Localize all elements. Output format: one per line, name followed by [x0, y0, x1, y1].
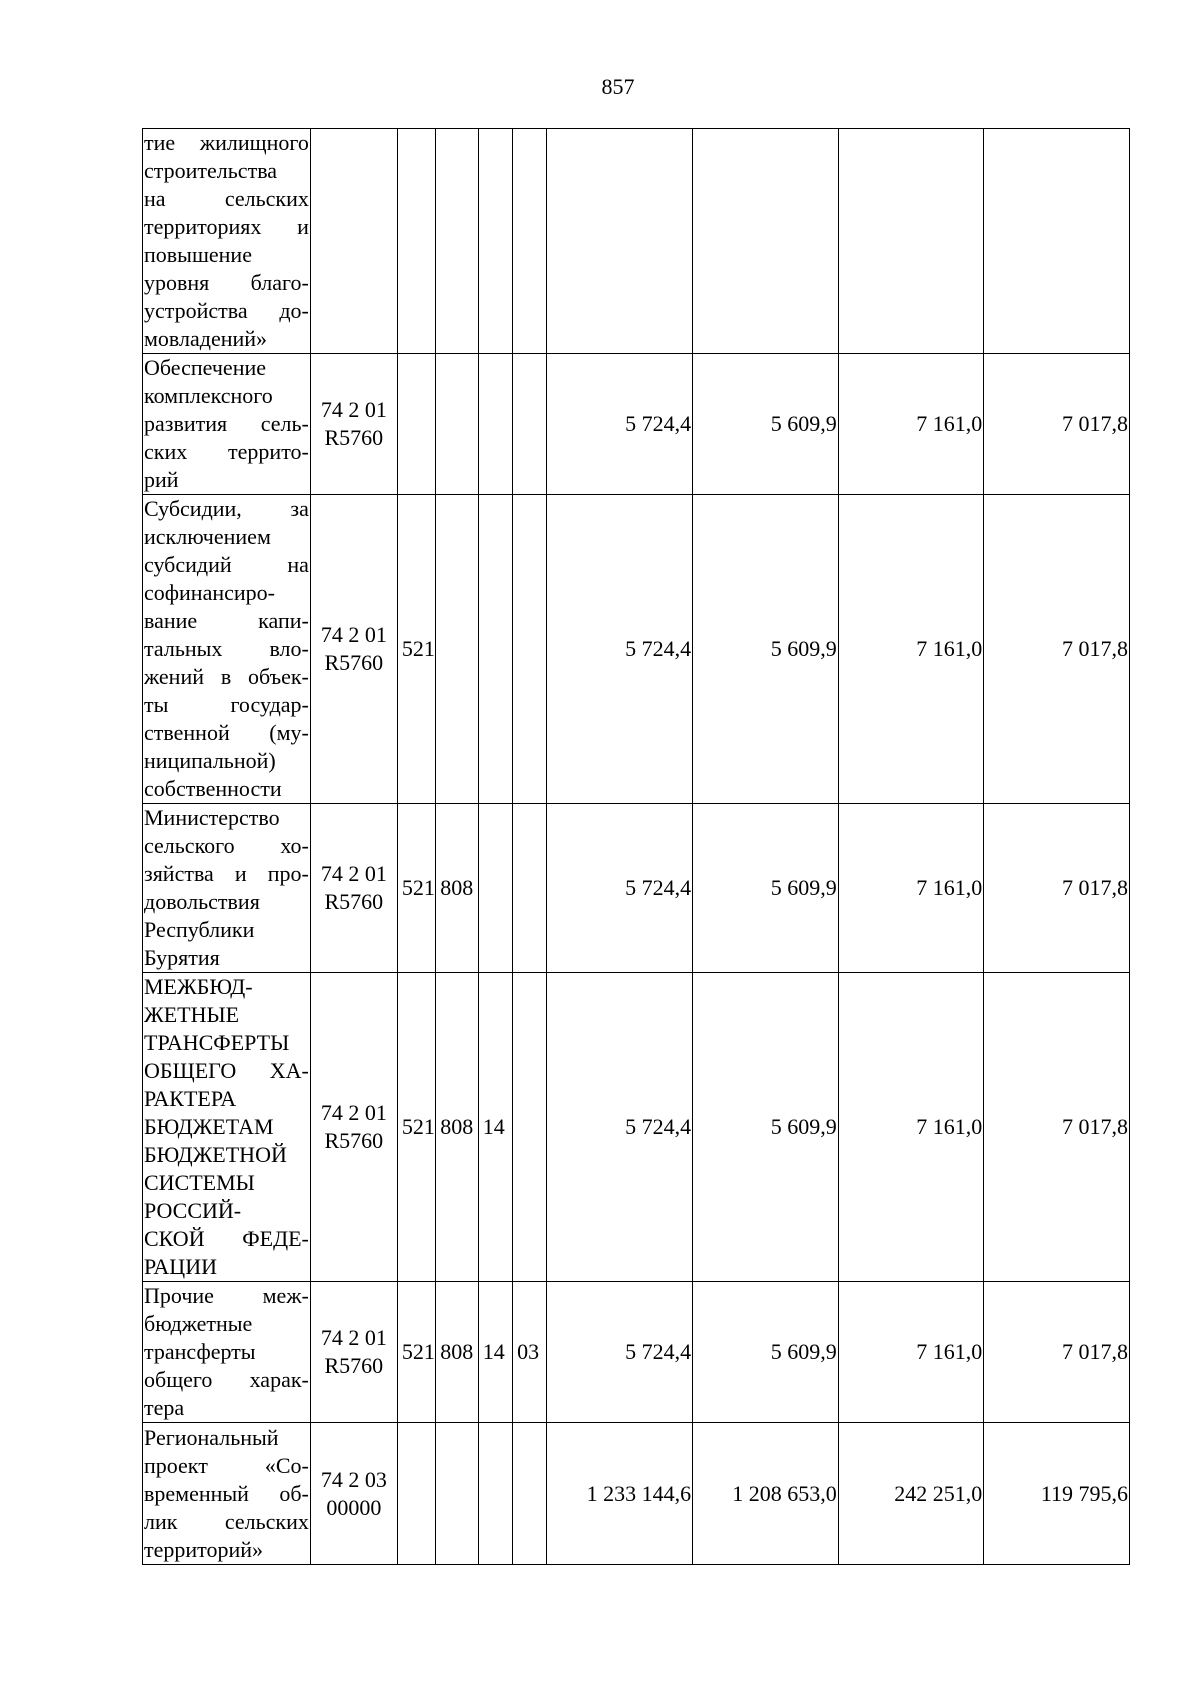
row-name-line: рий	[144, 467, 179, 492]
row-v3-cell: 7 161,0	[838, 973, 984, 1282]
row-v3-cell: 7 161,0	[838, 354, 984, 495]
row-name-line: лик сельских	[144, 1508, 309, 1534]
row-name-line: комплексного	[144, 383, 273, 408]
row-v4-cell: 7 017,8	[984, 354, 1130, 495]
table-row	[143, 495, 1130, 804]
row-name-cell	[143, 1423, 311, 1565]
row-name-line: жений в объек-	[144, 664, 309, 689]
row-name-line: Республики	[144, 917, 255, 942]
row-name-cell	[143, 1282, 311, 1423]
row-code-line: R5760	[324, 425, 384, 450]
row-c4-cell	[513, 804, 547, 973]
row-v3-cell: 7 161,0	[838, 804, 984, 973]
row-name-line: Региональный	[144, 1424, 279, 1450]
row-code-cell	[310, 129, 397, 354]
row-c2-cell	[436, 495, 478, 804]
row-code-cell	[310, 354, 397, 495]
row-c1-cell	[397, 1423, 435, 1565]
row-name-line: зяйства и про-	[144, 861, 309, 886]
row-v4-cell: 7 017,8	[984, 495, 1130, 804]
row-name-line: БЮДЖЕТАМ	[144, 1114, 274, 1139]
row-name-line: мовладений»	[144, 326, 268, 351]
row-c2-cell	[436, 1423, 478, 1565]
row-code-line: 74 2 01	[320, 1325, 387, 1350]
row-name-line: СКОЙ ФЕДЕ-	[144, 1226, 309, 1251]
row-v3-cell: 7 161,0	[838, 495, 984, 804]
row-v4-cell: 7 017,8	[984, 804, 1130, 973]
row-name-line: ниципальной)	[144, 748, 276, 773]
row-v3-cell: 242 251,0	[838, 1423, 984, 1565]
row-v1-cell: 1 233 144,6	[547, 1423, 693, 1565]
table-row	[143, 1282, 1130, 1423]
row-c2-cell	[436, 354, 478, 495]
row-name-line: РАЦИИ	[144, 1254, 217, 1279]
table-row	[143, 129, 1130, 354]
row-v3-cell: 7 161,0	[838, 1282, 984, 1423]
row-c4-cell: 03	[513, 1282, 547, 1423]
row-v2-cell	[693, 129, 839, 354]
row-c1-cell: 521	[397, 973, 435, 1282]
row-c4-cell	[513, 129, 547, 354]
row-code-line: 74 2 01	[320, 861, 387, 886]
table-body	[143, 129, 1130, 1565]
row-code-line: 00000	[326, 1494, 382, 1520]
row-code-cell	[310, 973, 397, 1282]
row-v1-cell: 5 724,4	[547, 804, 693, 973]
row-c2-cell	[436, 129, 478, 354]
row-v1-cell: 5 724,4	[547, 354, 693, 495]
row-v1-cell: 5 724,4	[547, 973, 693, 1282]
row-code-line: 74 2 01	[320, 397, 387, 422]
row-name-line: ственной (му-	[144, 720, 309, 745]
row-name-line: ты государ-	[144, 692, 309, 717]
budget-table	[142, 128, 1130, 1565]
row-code-line: R5760	[324, 650, 384, 675]
row-name-line: Бурятия	[144, 945, 220, 970]
row-v2-cell: 5 609,9	[693, 495, 839, 804]
row-v1-cell: 5 724,4	[547, 1282, 693, 1423]
row-code-line: 74 2 01	[320, 622, 387, 647]
row-name-line: СИСТЕМЫ	[144, 1170, 255, 1195]
row-v1-cell: 5 724,4	[547, 495, 693, 804]
row-name-line: ОБЩЕГО ХА-	[144, 1058, 309, 1083]
row-name-line: МЕЖБЮД-	[144, 974, 253, 999]
row-c3-cell: 14	[478, 973, 512, 1282]
row-name-line: тальных вло-	[144, 636, 309, 661]
table-row	[143, 804, 1130, 973]
row-v4-cell: 7 017,8	[984, 1282, 1130, 1423]
row-c1-cell: 521	[397, 1282, 435, 1423]
row-c2-cell: 808	[436, 973, 478, 1282]
row-c4-cell	[513, 1423, 547, 1565]
row-name-line: Субсидии, за	[144, 496, 309, 521]
row-name-line: вание капи-	[144, 608, 309, 633]
row-c1-cell: 521	[397, 804, 435, 973]
row-v2-cell: 5 609,9	[693, 354, 839, 495]
row-name-line: софинансиро-	[144, 580, 275, 605]
row-name-line: ЖЕТНЫЕ	[144, 1002, 240, 1027]
row-name-line: РОССИЙ-	[144, 1198, 242, 1223]
row-name-line: субсидий на	[144, 552, 309, 577]
row-name-line: ТРАНСФЕРТЫ	[144, 1030, 290, 1055]
row-code-cell	[310, 804, 397, 973]
row-name-line: тие жилищного	[144, 130, 309, 155]
row-v4-cell: 119 795,6	[984, 1423, 1130, 1565]
row-c4-cell	[513, 973, 547, 1282]
row-name-line: устройства до-	[144, 298, 309, 323]
table-row	[143, 1423, 1130, 1565]
row-name-line: ских террито-	[144, 439, 309, 464]
row-c1-cell	[397, 129, 435, 354]
row-v2-cell: 5 609,9	[693, 804, 839, 973]
row-name-line: Прочие меж-	[144, 1283, 309, 1308]
row-name-cell	[143, 129, 311, 354]
page-number: 857	[601, 74, 635, 99]
row-v4-cell: 7 017,8	[984, 973, 1130, 1282]
row-name-line: довольствия	[144, 889, 260, 914]
row-code-line: R5760	[324, 1128, 384, 1153]
row-code-cell	[310, 1423, 397, 1565]
row-c2-cell: 808	[436, 804, 478, 973]
row-name-line: тера	[144, 1395, 185, 1420]
row-c1-cell	[397, 354, 435, 495]
row-code-cell	[310, 495, 397, 804]
row-name-line: РАКТЕРА	[144, 1086, 237, 1111]
row-name-line: повышение	[144, 242, 252, 267]
row-v2-cell: 5 609,9	[693, 1282, 839, 1423]
row-c1-cell: 521	[397, 495, 435, 804]
row-name-line: уровня благо-	[144, 270, 309, 295]
row-name-line: на сельских	[144, 186, 309, 211]
row-c4-cell	[513, 495, 547, 804]
row-code-line: 74 2 01	[320, 1100, 387, 1125]
row-name-line: БЮДЖЕТНОЙ	[144, 1142, 287, 1167]
row-v4-cell	[984, 129, 1130, 354]
row-v2-cell: 1 208 653,0	[693, 1423, 839, 1565]
row-name-cell	[143, 354, 311, 495]
row-v3-cell	[838, 129, 984, 354]
row-name-line: Министерство	[144, 805, 280, 830]
row-name-line: Обеспечение	[144, 355, 266, 380]
row-code-line: 74 2 03	[320, 1466, 387, 1492]
row-name-line: общего харак-	[144, 1367, 309, 1392]
row-code-cell	[310, 1282, 397, 1423]
row-name-cell	[143, 804, 311, 973]
row-name-line: территориях и	[144, 214, 309, 239]
row-c3-cell	[478, 804, 512, 973]
row-code-line: R5760	[324, 1353, 384, 1378]
row-c3-cell	[478, 354, 512, 495]
row-c3-cell	[478, 1423, 512, 1565]
table-row	[143, 973, 1130, 1282]
row-name-line: развития сель-	[144, 411, 309, 436]
row-name-line: проект «Со-	[144, 1452, 309, 1478]
row-name-line: территорий»	[144, 1536, 264, 1562]
row-c2-cell: 808	[436, 1282, 478, 1423]
row-name-line: сельского хо-	[144, 833, 309, 858]
row-c3-cell: 14	[478, 1282, 512, 1423]
table-row	[143, 354, 1130, 495]
row-code-line: R5760	[324, 889, 384, 914]
row-name-cell	[143, 495, 311, 804]
row-name-line: трансферты	[144, 1339, 256, 1364]
row-name-line: бюджетные	[144, 1311, 253, 1336]
row-name-cell	[143, 973, 311, 1282]
row-name-line: собственности	[144, 776, 282, 801]
row-c4-cell	[513, 354, 547, 495]
row-c3-cell	[478, 129, 512, 354]
row-name-line: строительства	[144, 158, 278, 183]
row-v1-cell	[547, 129, 693, 354]
row-name-line: временный об-	[144, 1480, 309, 1506]
row-name-line: исключением	[144, 524, 271, 549]
row-v2-cell: 5 609,9	[693, 973, 839, 1282]
row-c3-cell	[478, 495, 512, 804]
